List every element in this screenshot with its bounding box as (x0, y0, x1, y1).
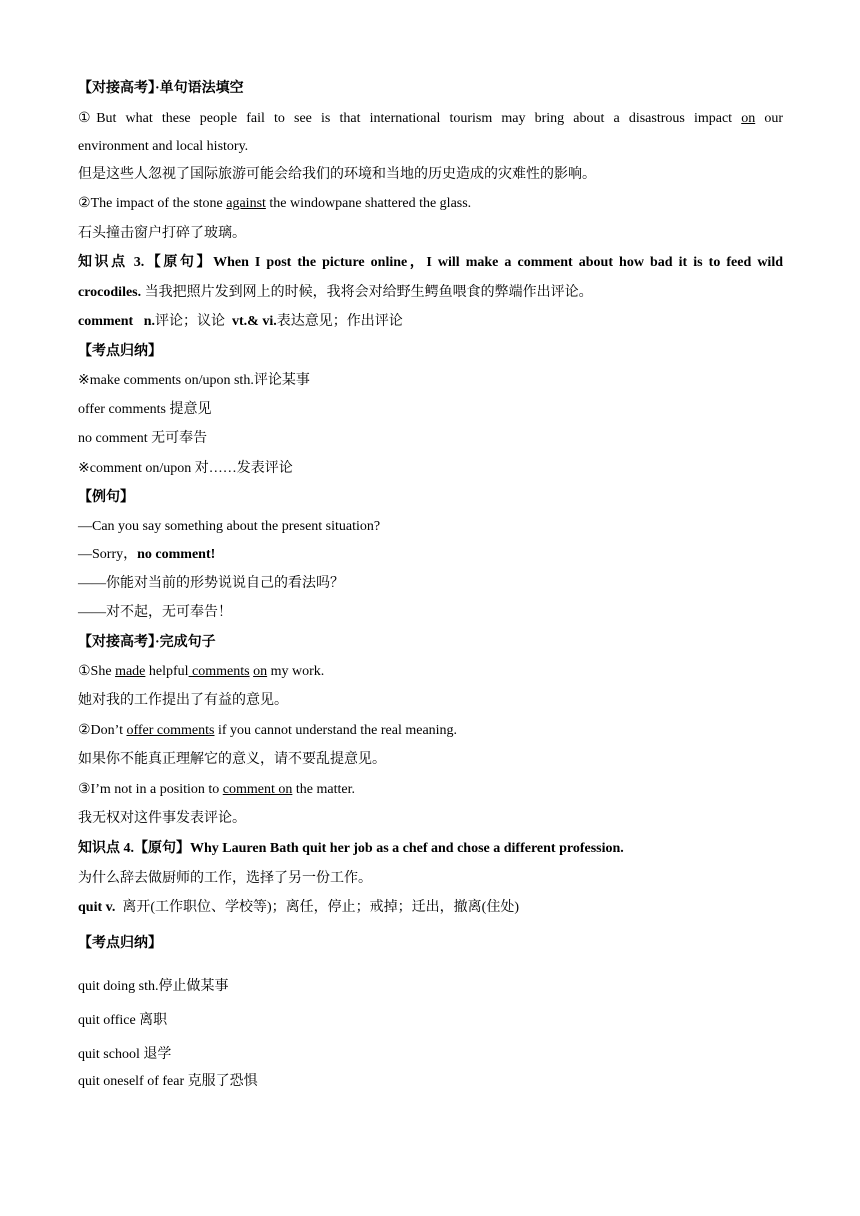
dialog-translation-1: ——你能对当前的形势说说自己的看法吗？ (78, 576, 344, 591)
exercise-1-line-1: ①But what these people fail to see is that international tourism may bring about a disastrous impact on our (78, 111, 783, 126)
complete-exercise-2: ②Don’t offer comments if you cannot understand the real meaning. (78, 723, 458, 738)
exercise-2-translation: 石头撞击窗户打碎了玻璃。 (78, 226, 246, 241)
point-4-summary-header: 【考点归纳】 (78, 936, 162, 951)
point-4-translation: 为什么辞去做厨师的工作，选择了另一份工作。 (78, 871, 372, 886)
exercise-2: ②The impact of the stone against the windowpane shattered the glass. (78, 196, 472, 211)
phrase-item: quit doing sth.停止做某事 (78, 979, 229, 994)
dialog-translation-2: ——对不起，无可奉告！ (78, 605, 232, 620)
phrase-item: no comment 无可奉告 (78, 431, 208, 446)
complete-exercise-1-translation: 她对我的工作提出了有益的意见。 (78, 693, 288, 708)
phrase-item: ※comment on/upon 对……发表评论 (78, 461, 293, 476)
answer-against: against (226, 196, 266, 211)
complete-exercise-2-translation: 如果你不能真正理解它的意义，请不要乱提意见。 (78, 752, 386, 767)
section-header-exam-grammar: 【对接高考】·单句语法填空 (78, 81, 244, 96)
phrase-item: ※make comments on/upon sth.评论某事 (78, 373, 310, 388)
dialog-line-1: —Can you say something about the present situation? (78, 519, 381, 534)
phrase-item: offer comments 提意见 (78, 402, 212, 417)
phrase-item: quit school 退学 (78, 1047, 172, 1062)
exercise-1-line-2: environment and local history. (78, 139, 249, 154)
section-header-exam-complete: 【对接高考】·完成句子 (78, 635, 216, 650)
point-4-definition: quit v. 离开(工作职位、学校等)；离任，停止；戒掉；迁出，撤离(住处) (78, 900, 520, 915)
point-3-summary-header: 【考点归纳】 (78, 344, 162, 359)
point-3-sentence-cont: crocodiles. 当我把照片发到网上的时候，我将会对给野生鳄鱼喂食的弊端作出评论。 (78, 285, 593, 300)
phrase-item: quit office 离职 (78, 1013, 168, 1028)
point-3-original-sentence: 知识点 3.【原句】When I post the picture online，I will make a comment about how bad it is to feed wild (78, 255, 783, 270)
exercise-1-translation: 但是这些人忽视了国际旅游可能会给我们的环境和当地的历史造成的灾难性的影响。 (78, 167, 596, 182)
phrase-item: quit oneself of fear 克服了恐惧 (78, 1074, 258, 1089)
example-header: 【例句】 (78, 490, 134, 505)
dialog-line-2: —Sorry，no comment! (78, 547, 216, 562)
complete-exercise-1: ①She made helpful comments on my work. (78, 664, 325, 679)
point-3-definition: comment n.评论；议论 vt.& vi.表达意见；作出评论 (78, 314, 403, 329)
complete-exercise-3: ③I’m not in a position to comment on the matter. (78, 782, 355, 797)
point-4-original-sentence: 知识点 4.【原句】Why Lauren Bath quit her job as a chef and chose a different profession. (78, 841, 624, 856)
complete-exercise-3-translation: 我无权对这件事发表评论。 (78, 811, 246, 826)
answer-on: on (741, 111, 756, 126)
